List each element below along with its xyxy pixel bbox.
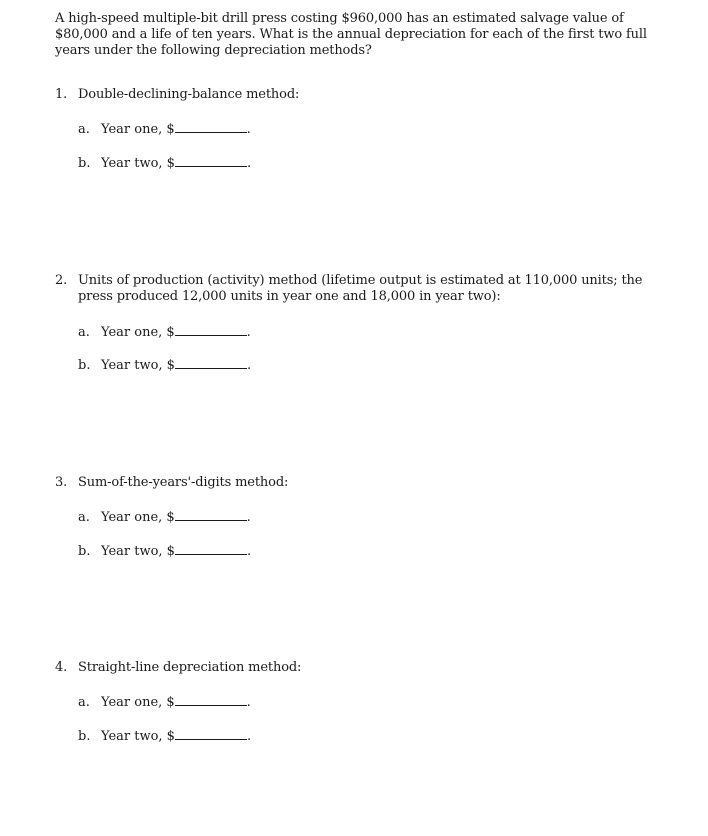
- part-letter: a.: [78, 510, 90, 525]
- answer-blank[interactable]: [175, 155, 247, 167]
- answer-line-year-two: [78, 357, 251, 374]
- question-heading: [55, 475, 675, 491]
- part-end: .: [246, 358, 252, 373]
- part-end: .: [246, 122, 251, 137]
- part-end: .: [246, 156, 252, 171]
- question-text: Sum-of-the-years'-digits method:: [78, 475, 289, 490]
- question-1: [55, 87, 675, 171]
- part-label: Year two, $: [101, 544, 175, 559]
- answer-line-year-two: [78, 728, 251, 745]
- answer-line-year-one: [78, 324, 251, 341]
- part-letter: b.: [78, 358, 91, 373]
- answer-blank[interactable]: [175, 509, 247, 521]
- question-number: 3.: [55, 475, 68, 490]
- part-label: Year one, $: [101, 122, 175, 137]
- question-heading: [55, 273, 675, 305]
- question-heading: [55, 87, 675, 103]
- answer-blank[interactable]: [175, 543, 247, 555]
- question-heading: [55, 660, 675, 676]
- question-text: Straight-line depreciation method:: [78, 660, 302, 675]
- question-2: [55, 273, 675, 373]
- answer-line-year-two: [78, 155, 251, 172]
- part-end: .: [246, 729, 252, 744]
- part-letter: b.: [78, 156, 91, 171]
- part-end: .: [246, 325, 251, 340]
- question-number: 4.: [55, 660, 68, 675]
- question-text: Double-declining-balance method:: [78, 87, 300, 102]
- question-4: [55, 660, 675, 744]
- answer-blank[interactable]: [175, 694, 247, 706]
- question-number: 2.: [55, 273, 68, 288]
- problem-statement: A high-speed multiple-bit drill press costing $960,000 has an estimated salvage value of $80,000 and a life of ten years. What is the annual depreciation for each of the first two full years under the following depreciation methods?: [55, 11, 647, 58]
- answer-line-year-one: [78, 509, 251, 526]
- question-number: 1.: [55, 87, 68, 102]
- question-3: [55, 475, 675, 559]
- part-label: Year two, $: [101, 358, 175, 373]
- part-label: Year two, $: [101, 156, 175, 171]
- answer-blank[interactable]: [175, 357, 247, 369]
- part-letter: b.: [78, 729, 91, 744]
- part-letter: a.: [78, 325, 90, 340]
- part-letter: b.: [78, 544, 91, 559]
- part-label: Year one, $: [101, 695, 175, 710]
- part-end: .: [246, 695, 251, 710]
- part-end: .: [246, 544, 252, 559]
- answer-blank[interactable]: [175, 324, 247, 336]
- part-letter: a.: [78, 695, 90, 710]
- answer-line-year-one: [78, 694, 251, 711]
- part-label: Year one, $: [101, 510, 175, 525]
- answer-line-year-two: [78, 543, 251, 560]
- answer-line-year-one: [78, 121, 251, 138]
- question-text: Units of production (activity) method (lifetime output is estimated at 110,000 units; the press produced 12,000 units in year one and 18,000 in year two):: [78, 273, 643, 304]
- part-letter: a.: [78, 122, 90, 137]
- part-end: .: [246, 510, 251, 525]
- part-label: Year two, $: [101, 729, 175, 744]
- answer-blank[interactable]: [175, 121, 247, 133]
- answer-blank[interactable]: [175, 728, 247, 740]
- part-label: Year one, $: [101, 325, 175, 340]
